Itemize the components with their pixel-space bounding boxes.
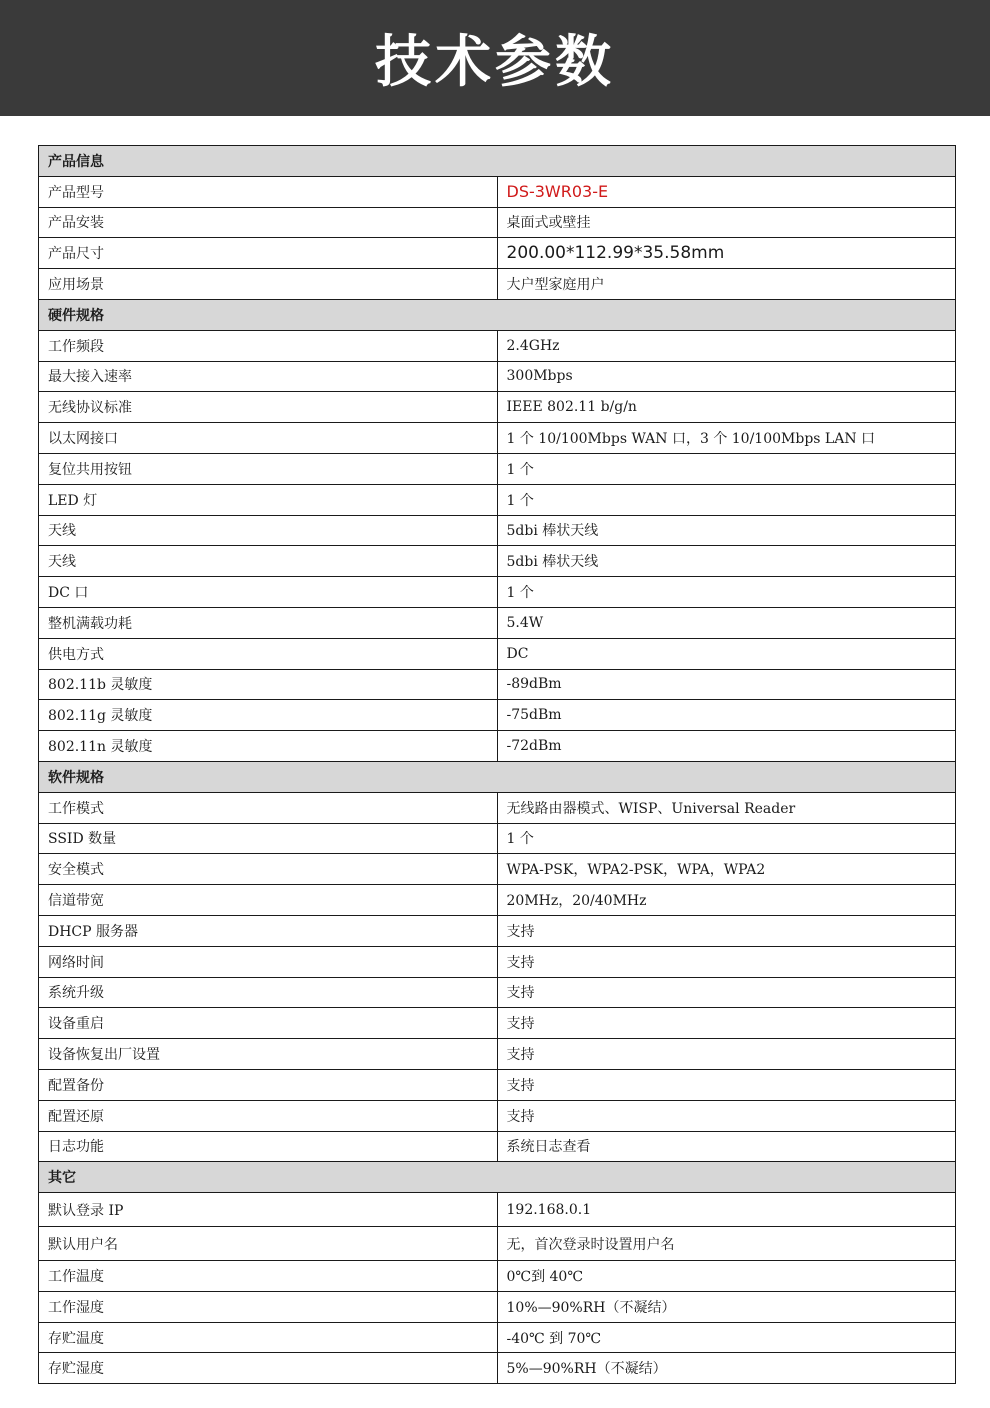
table-row bbox=[39, 361, 956, 392]
table-row bbox=[39, 207, 956, 238]
row-value: 支持 bbox=[497, 1008, 956, 1039]
row-value: 桌面式或壁挂 bbox=[497, 207, 956, 238]
row-label: 产品型号 bbox=[39, 176, 498, 207]
row-label: 天线 bbox=[39, 515, 498, 546]
row-value: -75dBm bbox=[497, 700, 956, 731]
table-row bbox=[39, 669, 956, 700]
table-row bbox=[39, 577, 956, 608]
row-value: 大户型家庭用户 bbox=[497, 269, 956, 300]
table-row bbox=[39, 453, 956, 484]
row-value: 1 个 bbox=[497, 453, 956, 484]
table-row bbox=[39, 607, 956, 638]
row-label: 设备重启 bbox=[39, 1008, 498, 1039]
row-label: 工作频段 bbox=[39, 330, 498, 361]
table-row bbox=[39, 1008, 956, 1039]
row-label: 安全模式 bbox=[39, 854, 498, 885]
row-label: 天线 bbox=[39, 546, 498, 577]
section-title: 软件规格 bbox=[39, 761, 956, 792]
table-row bbox=[39, 731, 956, 762]
table-row bbox=[39, 946, 956, 977]
section-title: 产品信息 bbox=[39, 146, 956, 177]
table-row bbox=[39, 823, 956, 854]
table-row bbox=[39, 638, 956, 669]
row-label: 应用场景 bbox=[39, 269, 498, 300]
row-value: 支持 bbox=[497, 1069, 956, 1100]
row-label: 以太网接口 bbox=[39, 423, 498, 454]
row-value: 1 个 bbox=[497, 577, 956, 608]
row-value: DC bbox=[497, 638, 956, 669]
row-label: 工作温度 bbox=[39, 1261, 498, 1292]
table-row bbox=[39, 1069, 956, 1100]
row-label: 工作湿度 bbox=[39, 1291, 498, 1322]
row-value: 0℃到 40℃ bbox=[497, 1261, 956, 1292]
row-value: 5%—90%RH（不凝结） bbox=[497, 1353, 956, 1384]
table-row bbox=[39, 1131, 956, 1162]
row-label: 存贮温度 bbox=[39, 1322, 498, 1353]
row-label: 产品尺寸 bbox=[39, 238, 498, 269]
table-row bbox=[39, 700, 956, 731]
row-label: 802.11g 灵敏度 bbox=[39, 700, 498, 731]
table-row bbox=[39, 1193, 956, 1227]
table-row bbox=[39, 1227, 956, 1261]
row-label: 供电方式 bbox=[39, 638, 498, 669]
row-label: 信道带宽 bbox=[39, 885, 498, 916]
section-header-product bbox=[39, 146, 956, 177]
row-value: 192.168.0.1 bbox=[497, 1193, 956, 1227]
table-row bbox=[39, 1322, 956, 1353]
row-value: 5dbi 棒状天线 bbox=[497, 515, 956, 546]
table-row bbox=[39, 238, 956, 269]
row-value: 无，首次登录时设置用户名 bbox=[497, 1227, 956, 1261]
row-label: DHCP 服务器 bbox=[39, 915, 498, 946]
row-label: 产品安装 bbox=[39, 207, 498, 238]
model-value: DS-3WR03-E bbox=[497, 176, 956, 207]
row-label: 无线协议标准 bbox=[39, 392, 498, 423]
row-value: 1 个 bbox=[497, 823, 956, 854]
row-value: -40℃ 到 70℃ bbox=[497, 1322, 956, 1353]
table-row bbox=[39, 1100, 956, 1131]
row-label: 整机满载功耗 bbox=[39, 607, 498, 638]
row-value: 2.4GHz bbox=[497, 330, 956, 361]
row-value: 300Mbps bbox=[497, 361, 956, 392]
table-row bbox=[39, 176, 956, 207]
table-row bbox=[39, 484, 956, 515]
row-value: 系统日志查看 bbox=[497, 1131, 956, 1162]
row-label: 配置备份 bbox=[39, 1069, 498, 1100]
row-label: DC 口 bbox=[39, 577, 498, 608]
row-value: 支持 bbox=[497, 1100, 956, 1131]
row-value: 200.00*112.99*35.58mm bbox=[497, 238, 956, 269]
row-label: LED 灯 bbox=[39, 484, 498, 515]
table-row bbox=[39, 1353, 956, 1384]
section-header-other bbox=[39, 1162, 956, 1193]
row-value: IEEE 802.11 b/g/n bbox=[497, 392, 956, 423]
table-row bbox=[39, 1291, 956, 1322]
row-value: -72dBm bbox=[497, 731, 956, 762]
row-value: 1 个 bbox=[497, 484, 956, 515]
row-label: 默认用户名 bbox=[39, 1227, 498, 1261]
row-value: 支持 bbox=[497, 1039, 956, 1070]
row-value: 20MHz，20/40MHz bbox=[497, 885, 956, 916]
row-label: 工作模式 bbox=[39, 792, 498, 823]
section-title: 其它 bbox=[39, 1162, 956, 1193]
table-row bbox=[39, 269, 956, 300]
row-label: 网络时间 bbox=[39, 946, 498, 977]
table-row bbox=[39, 1039, 956, 1070]
table-row bbox=[39, 915, 956, 946]
table-row bbox=[39, 854, 956, 885]
table-row bbox=[39, 515, 956, 546]
page-title: 技术参数 bbox=[375, 30, 615, 95]
row-label: 设备恢复出厂设置 bbox=[39, 1039, 498, 1070]
table-row bbox=[39, 392, 956, 423]
row-value: 10%—90%RH（不凝结） bbox=[497, 1291, 956, 1322]
row-label: 最大接入速率 bbox=[39, 361, 498, 392]
table-row bbox=[39, 977, 956, 1008]
row-label: 802.11b 灵敏度 bbox=[39, 669, 498, 700]
row-value: 5.4W bbox=[497, 607, 956, 638]
row-value: 无线路由器模式、WISP、Universal Reader bbox=[497, 792, 956, 823]
section-title: 硬件规格 bbox=[39, 299, 956, 330]
spec-table bbox=[38, 145, 956, 1384]
row-label: 复位共用按钮 bbox=[39, 453, 498, 484]
section-header-hardware bbox=[39, 299, 956, 330]
row-label: 802.11n 灵敏度 bbox=[39, 731, 498, 762]
row-label: 系统升级 bbox=[39, 977, 498, 1008]
row-label: SSID 数量 bbox=[39, 823, 498, 854]
row-label: 默认登录 IP bbox=[39, 1193, 498, 1227]
table-row bbox=[39, 1261, 956, 1292]
table-row bbox=[39, 423, 956, 454]
row-value: 5dbi 棒状天线 bbox=[497, 546, 956, 577]
table-row bbox=[39, 792, 956, 823]
row-value: 支持 bbox=[497, 977, 956, 1008]
table-row bbox=[39, 885, 956, 916]
section-header-software bbox=[39, 761, 956, 792]
table-row bbox=[39, 330, 956, 361]
row-value: -89dBm bbox=[497, 669, 956, 700]
table-row bbox=[39, 546, 956, 577]
header-banner bbox=[0, 0, 990, 116]
row-label: 配置还原 bbox=[39, 1100, 498, 1131]
row-label: 日志功能 bbox=[39, 1131, 498, 1162]
row-value: 支持 bbox=[497, 946, 956, 977]
row-value: 1 个 10/100Mbps WAN 口，3 个 10/100Mbps LAN 口 bbox=[497, 423, 956, 454]
row-value: 支持 bbox=[497, 915, 956, 946]
row-value: WPA-PSK，WPA2-PSK，WPA，WPA2 bbox=[497, 854, 956, 885]
row-label: 存贮湿度 bbox=[39, 1353, 498, 1384]
